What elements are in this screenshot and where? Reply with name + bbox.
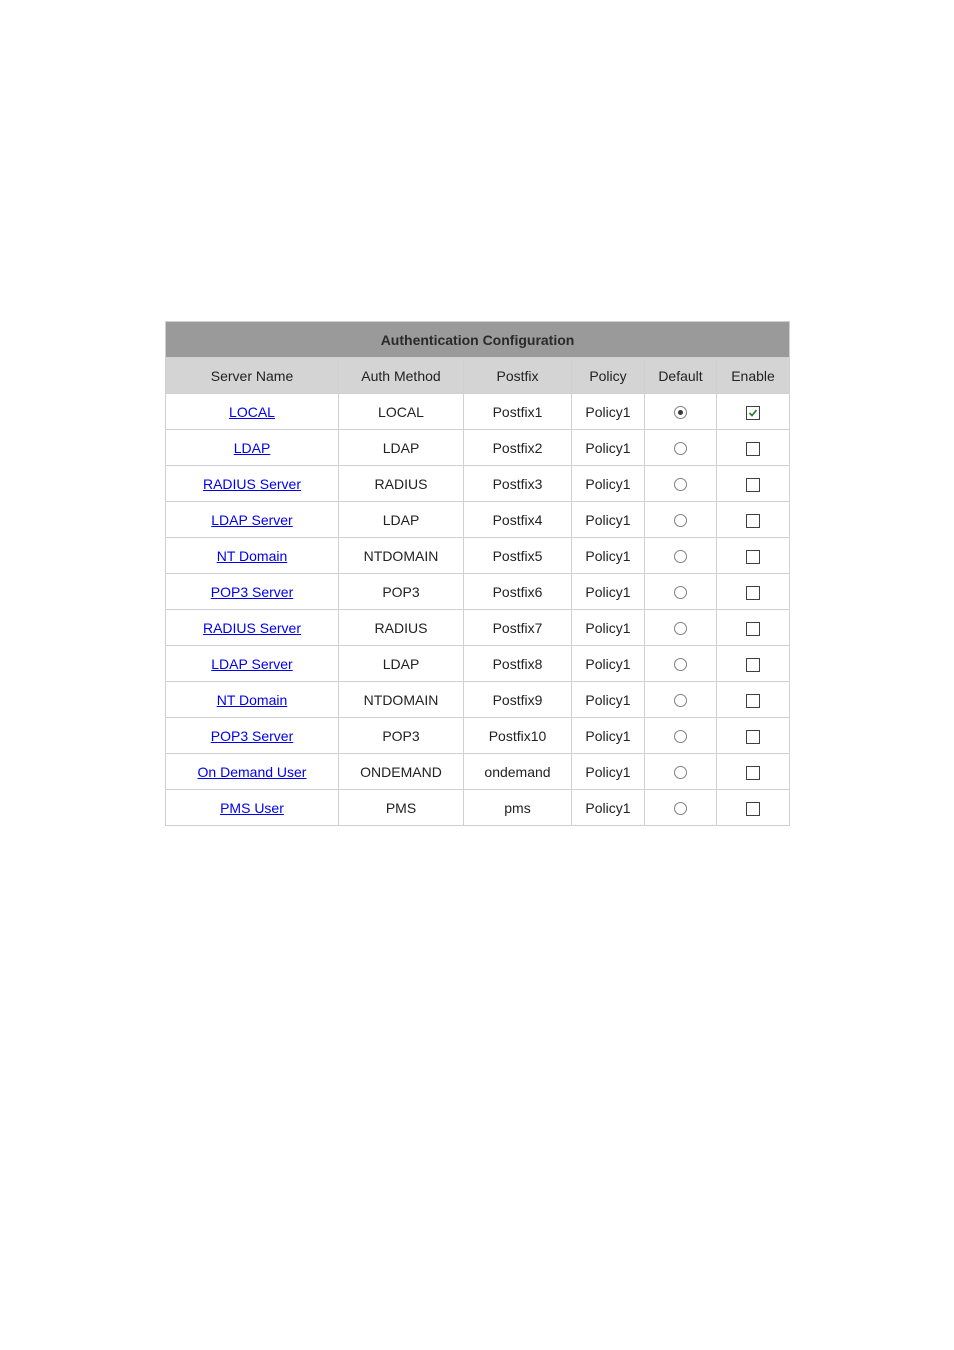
enable-checkbox[interactable]	[746, 406, 760, 420]
table-row	[166, 466, 790, 502]
enable-cell	[717, 682, 790, 718]
enable-cell	[717, 610, 790, 646]
auth-method-cell: POP3	[339, 574, 464, 610]
auth-method-cell: LOCAL	[339, 394, 464, 430]
server-name-link[interactable]: LDAP	[233, 439, 271, 456]
enable-cell	[717, 646, 790, 682]
auth-method-cell: RADIUS	[339, 610, 464, 646]
enable-cell	[717, 430, 790, 466]
server-name-link[interactable]: LDAP Server	[211, 655, 293, 672]
default-radio[interactable]	[674, 406, 687, 419]
default-radio[interactable]	[674, 694, 687, 707]
header-server-name: Server Name	[166, 358, 339, 394]
default-radio[interactable]	[674, 802, 687, 815]
postfix-cell: Postfix6	[464, 574, 572, 610]
auth-method-cell: LDAP	[339, 646, 464, 682]
policy-cell: Policy1	[572, 502, 645, 538]
enable-cell	[717, 718, 790, 754]
header-auth-method: Auth Method	[339, 358, 464, 394]
enable-checkbox[interactable]	[746, 622, 760, 636]
header-enable: Enable	[717, 358, 790, 394]
default-cell	[645, 466, 717, 502]
server-name-link[interactable]: POP3 Server	[210, 727, 294, 744]
auth-method-cell: RADIUS	[339, 466, 464, 502]
table-row	[166, 646, 790, 682]
table-row	[166, 718, 790, 754]
enable-checkbox[interactable]	[746, 442, 760, 456]
table-row	[166, 574, 790, 610]
auth-method-cell: NTDOMAIN	[339, 682, 464, 718]
server-name-link[interactable]: PMS User	[220, 799, 284, 816]
postfix-cell: pms	[464, 790, 572, 826]
default-radio[interactable]	[674, 766, 687, 779]
postfix-cell: Postfix1	[464, 394, 572, 430]
table-title: Authentication Configuration	[166, 322, 790, 358]
table-row	[166, 394, 790, 430]
table-row	[166, 538, 790, 574]
policy-cell: Policy1	[572, 430, 645, 466]
postfix-cell: Postfix2	[464, 430, 572, 466]
policy-cell: Policy1	[572, 646, 645, 682]
auth-method-cell: ONDEMAND	[339, 754, 464, 790]
server-name-cell	[166, 754, 339, 790]
server-name-link[interactable]: On Demand User	[197, 763, 307, 780]
table-header-row	[166, 358, 790, 394]
postfix-cell: ondemand	[464, 754, 572, 790]
policy-cell: Policy1	[572, 718, 645, 754]
default-radio[interactable]	[674, 586, 687, 599]
server-name-cell	[166, 502, 339, 538]
enable-checkbox[interactable]	[746, 802, 760, 816]
default-radio[interactable]	[674, 658, 687, 671]
policy-cell: Policy1	[572, 394, 645, 430]
enable-checkbox[interactable]	[746, 550, 760, 564]
server-name-link[interactable]: RADIUS Server	[202, 619, 302, 636]
default-radio[interactable]	[674, 622, 687, 635]
default-cell	[645, 754, 717, 790]
server-name-cell	[166, 718, 339, 754]
auth-method-cell: NTDOMAIN	[339, 538, 464, 574]
server-name-link[interactable]: POP3 Server	[210, 583, 294, 600]
table-row	[166, 610, 790, 646]
policy-cell: Policy1	[572, 790, 645, 826]
policy-cell: Policy1	[572, 610, 645, 646]
authentication-configuration-table	[165, 321, 790, 826]
server-name-cell	[166, 610, 339, 646]
auth-method-cell: LDAP	[339, 502, 464, 538]
enable-cell	[717, 466, 790, 502]
server-name-link[interactable]: RADIUS Server	[202, 475, 302, 492]
default-radio[interactable]	[674, 514, 687, 527]
server-name-link[interactable]: NT Domain	[216, 691, 288, 708]
enable-cell	[717, 502, 790, 538]
postfix-cell: Postfix10	[464, 718, 572, 754]
auth-method-cell: LDAP	[339, 430, 464, 466]
header-policy: Policy	[572, 358, 645, 394]
policy-cell: Policy1	[572, 466, 645, 502]
table-row	[166, 754, 790, 790]
server-name-link[interactable]: LOCAL	[229, 403, 275, 420]
checkmark-icon	[748, 408, 758, 418]
auth-method-cell: PMS	[339, 790, 464, 826]
server-name-link[interactable]: LDAP Server	[211, 511, 293, 528]
server-name-cell	[166, 682, 339, 718]
default-cell	[645, 394, 717, 430]
default-cell	[645, 610, 717, 646]
table-body	[166, 394, 790, 826]
default-cell	[645, 790, 717, 826]
enable-checkbox[interactable]	[746, 514, 760, 528]
enable-checkbox[interactable]	[746, 694, 760, 708]
table-row	[166, 682, 790, 718]
enable-checkbox[interactable]	[746, 766, 760, 780]
default-radio[interactable]	[674, 478, 687, 491]
enable-checkbox[interactable]	[746, 586, 760, 600]
postfix-cell: Postfix4	[464, 502, 572, 538]
enable-cell	[717, 538, 790, 574]
default-cell	[645, 682, 717, 718]
server-name-cell	[166, 538, 339, 574]
default-cell	[645, 574, 717, 610]
server-name-cell	[166, 466, 339, 502]
enable-cell	[717, 574, 790, 610]
enable-cell	[717, 790, 790, 826]
policy-cell: Policy1	[572, 538, 645, 574]
enable-checkbox[interactable]	[746, 658, 760, 672]
default-radio[interactable]	[674, 730, 687, 743]
postfix-cell: Postfix5	[464, 538, 572, 574]
server-name-cell	[166, 394, 339, 430]
postfix-cell: Postfix9	[464, 682, 572, 718]
policy-cell: Policy1	[572, 574, 645, 610]
table-title-row	[166, 322, 790, 358]
table-row	[166, 430, 790, 466]
server-name-cell	[166, 430, 339, 466]
postfix-cell: Postfix8	[464, 646, 572, 682]
postfix-cell: Postfix7	[464, 610, 572, 646]
enable-checkbox[interactable]	[746, 730, 760, 744]
postfix-cell: Postfix3	[464, 466, 572, 502]
header-postfix: Postfix	[464, 358, 572, 394]
table-row	[166, 502, 790, 538]
default-radio[interactable]	[674, 550, 687, 563]
default-cell	[645, 502, 717, 538]
server-name-cell	[166, 790, 339, 826]
default-radio[interactable]	[674, 442, 687, 455]
default-cell	[645, 538, 717, 574]
policy-cell: Policy1	[572, 754, 645, 790]
enable-cell	[717, 754, 790, 790]
auth-method-cell: POP3	[339, 718, 464, 754]
server-name-cell	[166, 574, 339, 610]
server-name-link[interactable]: NT Domain	[216, 547, 288, 564]
policy-cell: Policy1	[572, 682, 645, 718]
default-cell	[645, 718, 717, 754]
enable-cell	[717, 394, 790, 430]
server-name-cell	[166, 646, 339, 682]
default-cell	[645, 430, 717, 466]
table-row	[166, 790, 790, 826]
header-default: Default	[645, 358, 717, 394]
enable-checkbox[interactable]	[746, 478, 760, 492]
default-cell	[645, 646, 717, 682]
